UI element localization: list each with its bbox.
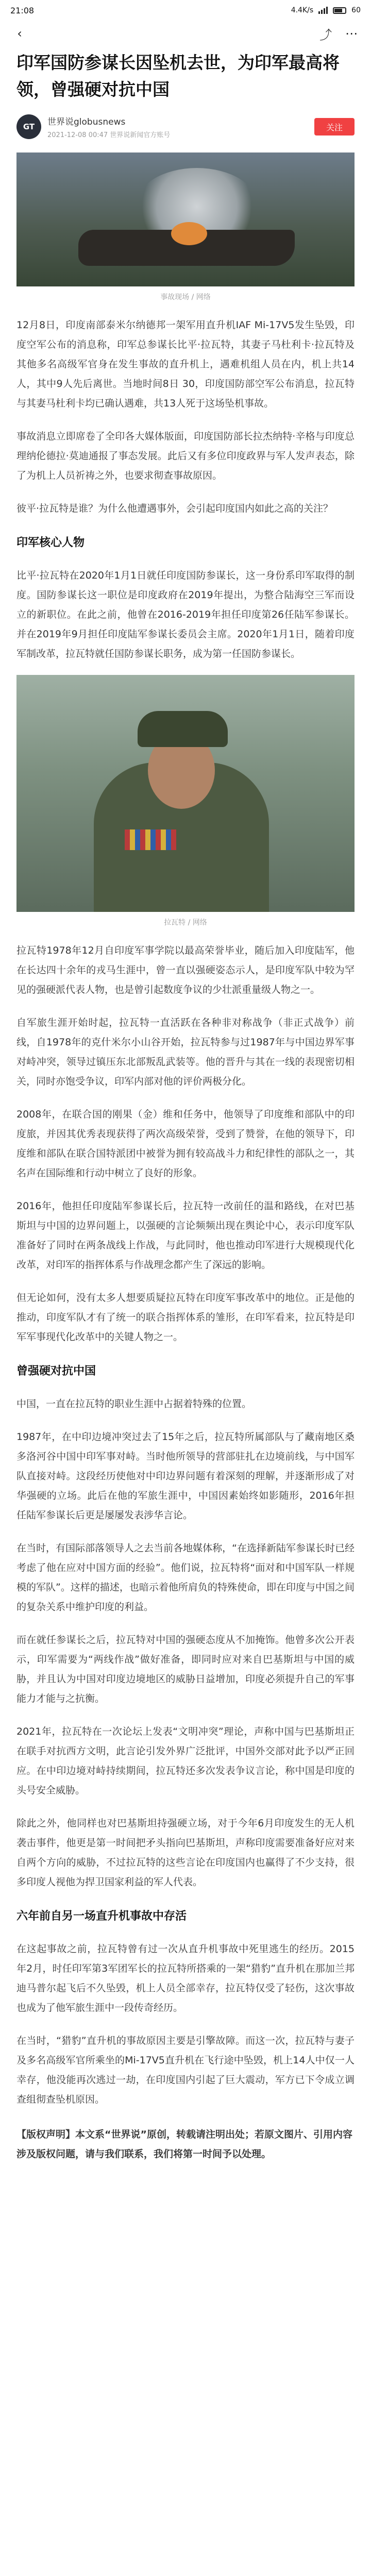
general-photo-figure [16,675,355,927]
paragraph: 彼平·拉瓦特是谁？为什么他遭遇事外，会引起印度国内如此之高的关注？ [16,503,333,514]
paragraph: 除此之外，他同样也对巴基斯坦持强硬立场，对于今年6月印度发生的无人机袭击事件，他更是第一时间把矛头指向巴基斯坦，声称印度需要准备好应对来自两个方向的威胁，不过拉瓦特的这些言论在印度国内也赢得了不少支持，很多印度人视他为捍卫国家利益的军人代表。 [16,1818,355,1888]
paragraph: 自军旅生涯开始时起，拉瓦特一直活跃在各种非对称战争（非正式战争）前线，自1978年的克什米尔小山谷开始，拉瓦特参与过1987年与中国边界军事对峙冲突，领导过镇压东北部叛乱武装等。他的晋升与其在一线的表现密切相关，同时亦饱受争议，印军内部对他的评价两极分化。 [16,1017,355,1087]
back-icon[interactable]: ‹ [17,26,22,41]
crash-photo-figure [16,152,355,302]
paragraph: 但无论如何，没有太多人想要质疑拉瓦特在印度军事改革中的地位。正是他的推动，印度军队才有了统一的联合指挥体系的雏形，在印军看来，拉瓦特是印军军事现代化改革中的关键人物之一。 [16,1292,355,1343]
photo-caption: 拉瓦特 / 网络 [164,919,207,927]
author-name[interactable]: 世界说globusnews [47,117,126,127]
paragraph: 而在就任参谋长之后，拉瓦特对中国的强硬态度从不加掩饰。他曾多次公开表示，印军需要为“两线作战”做好准备，即同时应对来自巴基斯坦与中国的威胁，并且认为中国对印度边境地区的威胁日益增加，印度必须提升自己的军事能力才能与之抗衡。 [16,1634,355,1704]
crash-scene-image [16,152,355,286]
medals-shape [125,829,176,850]
paragraph: 在这起事故之前，拉瓦特曾有过一次从直升机事故中死里逃生的经历。2015年2月，时任印军第3军团军长的拉瓦特所搭乘的一架“猎豹”直升机在那加兰邦迪马普尔起飞后不久坠毁，机上人员全部幸存，拉瓦特仅受了轻伤，这次事故也成为了他军旅生涯中一段传奇经历。 [16,1943,355,2013]
author-row [16,112,355,141]
copyright-notice: 【版权声明】本文系“世界说”原创，转载请注明出处；若原文图片、引用内容涉及版权问题，请与我们联系，我们将第一时间予以处理。 [16,2129,352,2160]
follow-button[interactable]: 关注 [314,118,355,135]
paragraph: 比平·拉瓦特在2020年1月1日就任印度国防参谋长，这一身份系印军取得的制度。国防参谋长这一职位是印度政府在2019年提出，为整合陆海空三军而设立的新职位。在此之前，他曾在2016-2019年担任印度第26任陆军参谋长。并在2019年9月担任印度陆军参谋长委员会主席。2020年1月1日，随着印度军制改革，拉瓦特就任国防参谋长职务，成为第一任国防参谋长。 [16,570,355,659]
article-content [0,49,371,2164]
article-headline: 印军国防参谋长因坠机去世，为印军最高将领，曾强硬对抗中国 [16,53,340,99]
section-heading: 六年前自另一场直升机事故中存活 [16,1910,187,1923]
paragraph: 事故消息立即席卷了全印各大媒体版面，印度国防部长拉杰纳特·辛格与印度总理纳伦德拉·莫迪通报了事态发展。此后又有多位印度政界与军人发声表态，除了为机上人员祈祷之外，也要求彻查事故原因。 [16,431,355,481]
paragraph: 2008年，在联合国的刚果（金）维和任务中，他领导了印度维和部队中的印度旅，并因其优秀表现获得了两次高级荣誉，受到了赞誉，在他的领导下，印度维和部队在联合国特派团中被誉为拥有较高战斗力和纪律性的部队之一，其名声在国际维和行动中树立了良好的形象。 [16,1109,355,1179]
network-speed: 4.4K/s [291,6,314,14]
author-meta [47,114,170,139]
nav-actions [316,24,361,43]
fire-shape [171,222,207,245]
publish-date: 2021-12-08 00:47 世界说新闻官方账号 [47,131,171,139]
battery-icon [333,7,346,14]
more-icon[interactable]: ⋯ [345,26,358,41]
paragraph: 2016年，他担任印度陆军参谋长后，拉瓦特一改前任的温和路线，在对巴基斯坦与中国的边界问题上，以强硬的言论频频出现在舆论中心，表示印度军队准备好了同时在两条战线上作战，与此同时，他也推动印军进行大规模现代化改革，对印军的指挥体系与作战理念都产生了深远的影响。 [16,1200,355,1270]
status-indicators [291,6,361,14]
section-heading: 印军核心人物 [16,536,85,549]
photo-caption: 事故现场 / 网络 [160,293,211,301]
nav-bar [0,21,371,46]
battery-level: 60 [351,6,361,14]
paragraph: 中国，一直在拉瓦特的职业生涯中占据着特殊的位置。 [16,1398,252,1410]
section-heading: 曾强硬对抗中国 [16,1365,96,1378]
avatar[interactable]: GT [16,114,41,139]
paragraph: 12月8日，印度南部泰米尔纳德邦一架军用直升机IAF Mi-17V5发生坠毁，印度空军公布的消息称，印军总参谋长比平·拉瓦特，其妻子马杜利卡·拉瓦特及其他多名高级军官身在发生事故的直升机上，遇难机组人员在内，机上共14人，其中9人先后离世。当地时间8日 30，印度国防部空军公布消息，拉瓦特与其妻马杜利卡均已确认遇难，共13人死于这场坠机事故。 [16,319,355,409]
status-bar [0,0,371,21]
article-body [16,315,355,2164]
share-icon[interactable]: ⤴ [319,27,332,42]
paragraph: 在当时，有国际部落领导人之去当前各地媒体称，“在选择新陆军参谋长时已经考虑了他在应对中国方面的经验”。他们说，拉瓦特将“面对和中国军队一样规模的军队”。这样的描述，也暗示着他所肩负的特殊使命，即在印度与中国之间的复杂关系中维护印度的利益。 [16,1543,355,1613]
status-time: 21:08 [10,5,35,15]
paragraph: 在当时，“猎豹”直升机的事故原因主要是引擎故障。而这一次，拉瓦特与妻子及多名高级军官所乘坐的Mi-17V5直升机在飞行途中坠毁，机上14人中仅一人幸存，他没能再次逃过一劫，在印度国内引起了巨大震动，军方已下令成立调查组彻查坠机原因。 [16,2035,355,2105]
paragraph: 2021年，拉瓦特在一次论坛上发表“文明冲突”理论，声称中国与巴基斯坦正在联手对抗西方文明，此言论引发外界广泛批评，中国外交部对此予以严正回应。在中印边境对峙持续期间，拉瓦特还多次发表争议言论，称中国是印度的头号安全威胁。 [16,1726,355,1796]
paragraph: 拉瓦特1978年12月自印度军事学院以最高荣誉毕业，随后加入印度陆军，他在长达四十余年的戎马生涯中，曾一直以强硬姿态示人，是印度军队中较为罕见的强硬派代表人物，也是曾引起数度争议的少壮派重量级人物之一。 [16,945,355,995]
paragraph: 1987年，在中印边境冲突过去了15年之后，拉瓦特所属部队与了藏南地区桑多洛河谷中国中印军事对峙。当时他所领导的营部驻扎在边境前线，与中国军队直接对峙。这段经历使他对中印边界问题有着深刻的理解，并逐渐形成了对华强硬的立场。此后在他的军旅生涯中，中国因素始终如影随形，2016年担任陆军参谋长后更是屡屡发表涉华言论。 [16,1431,355,1521]
cap-shape [138,711,228,747]
general-portrait-image [16,675,355,912]
signal-icon [318,7,328,14]
